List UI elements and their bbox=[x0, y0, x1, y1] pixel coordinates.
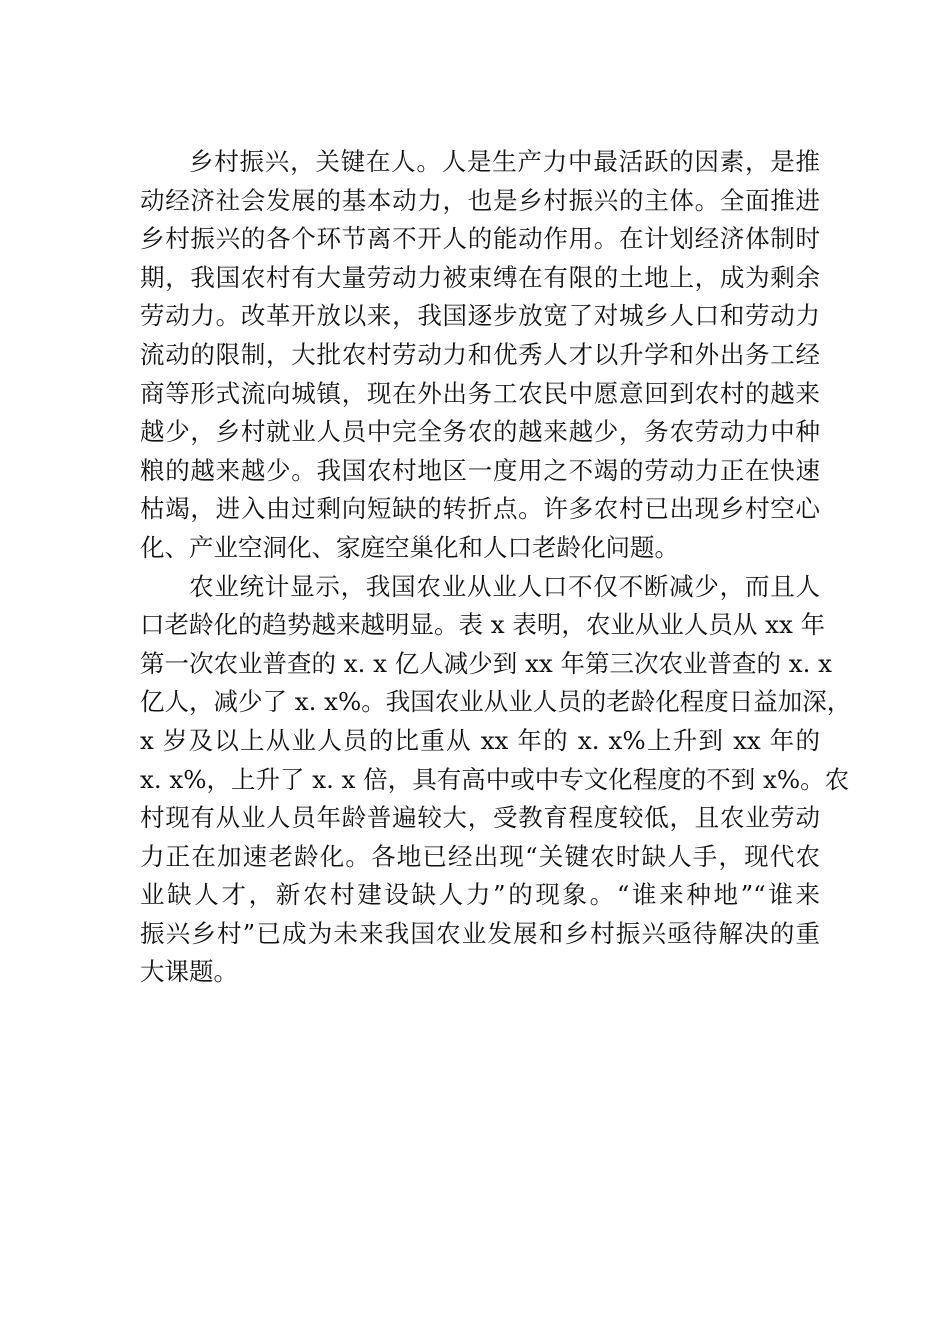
text-line: 粮的越来越少。我国农村地区一度用之不竭的劳动力正在快速 bbox=[140, 455, 820, 485]
text-line: 枯竭，进入由过剩向短缺的转折点。许多农村已出现乡村空心 bbox=[140, 494, 820, 524]
text-line: 业缺人才，新农村建设缺人力”的现象。“谁来种地”“谁来 bbox=[140, 880, 820, 910]
text-line: 乡村振兴的各个环节离不开人的能动作用。在计划经济体制时 bbox=[140, 224, 820, 254]
text-line: 村现有从业人员年龄普遍较大，受教育程度较低，且农业劳动 bbox=[140, 803, 820, 833]
text-line: 口老龄化的趋势越来越明显。表 x 表明，农业从业人员从 xx 年 bbox=[140, 610, 826, 640]
text-line: 越少，乡村就业人员中完全务农的越来越少，务农劳动力中种 bbox=[140, 417, 820, 447]
text-line: 亿人，减少了 x. x%。我国农业从业人员的老龄化程度日益加深， bbox=[140, 687, 852, 717]
text-line: 乡村振兴，关键在人。人是生产力中最活跃的因素，是推 bbox=[189, 147, 820, 176]
text-line: 化、产业空洞化、家庭空巢化和人口老龄化问题。 bbox=[140, 532, 679, 562]
document-body bbox=[140, 143, 852, 992]
text-line: 期，我国农村有大量劳动力被束缚在有限的土地上，成为剩余 bbox=[140, 262, 820, 292]
paragraph-1 bbox=[140, 143, 820, 568]
text-line: x 岁及以上从业人员的比重从 xx 年的 x. x%上升到 xx 年的 bbox=[140, 725, 820, 755]
text-line: 力正在加速老龄化。各地已经出现“关键农时缺人手，现代农 bbox=[140, 841, 820, 871]
text-line: 第一次农业普查的 x. x 亿人减少到 xx 年第三次农业普查的 x. x bbox=[140, 648, 832, 678]
text-line: 农业统计显示，我国农业从业人口不仅不断减少，而且人 bbox=[189, 571, 820, 601]
text-line: 劳动力。改革开放以来，我国逐步放宽了对城乡人口和劳动力 bbox=[140, 301, 820, 331]
text-line: 大课题。 bbox=[140, 957, 238, 987]
text-line: 动经济社会发展的基本动力，也是乡村振兴的主体。全面推进 bbox=[140, 185, 820, 215]
text-line: 商等形式流向城镇，现在外出务工农民中愿意回到农村的越来 bbox=[140, 378, 820, 408]
text-line: 流动的限制，大批农村劳动力和优秀人才以升学和外出务工经 bbox=[140, 339, 820, 369]
text-line: 振兴乡村”已成为未来我国农业发展和乡村振兴亟待解决的重 bbox=[140, 918, 820, 948]
paragraph-2 bbox=[140, 568, 852, 993]
text-line: x. x%，上升了 x. x 倍，具有高中或中专文化程度的不到 x%。农 bbox=[140, 764, 850, 794]
